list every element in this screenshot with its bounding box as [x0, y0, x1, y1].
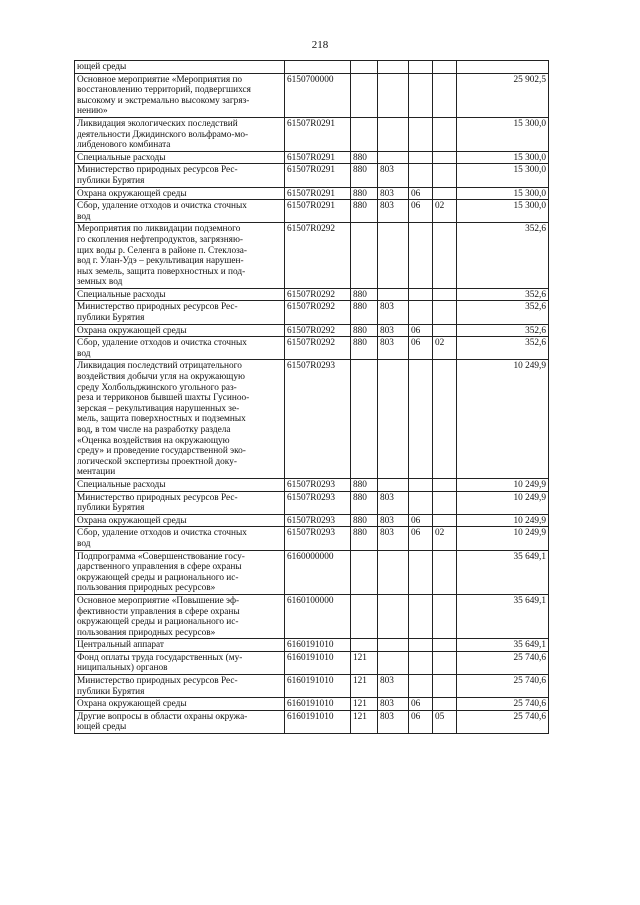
table-row: [75, 478, 549, 491]
subsection-cell: [433, 117, 457, 151]
section-cell: [409, 301, 433, 324]
subsection-cell: [433, 288, 457, 301]
ministry-code-cell: [378, 151, 409, 164]
expense-type-cell: [351, 117, 378, 151]
subsection-cell: [433, 698, 457, 711]
section-cell: [409, 639, 433, 652]
amount-cell: 35 649,1: [457, 550, 549, 594]
expense-type-cell: [351, 73, 378, 117]
item-name-cell: Министерство природных ресурсов Рес- публики Бурятия: [75, 301, 285, 324]
target-code-cell: 61507R0291: [285, 200, 351, 223]
target-code-cell: 61507R0292: [285, 288, 351, 301]
expense-type-cell: 121: [351, 698, 378, 711]
target-code-cell: 61507R0293: [285, 478, 351, 491]
table-row: [75, 73, 549, 117]
ministry-code-cell: 803: [378, 164, 409, 187]
subsection-cell: [433, 301, 457, 324]
amount-cell: 10 249,9: [457, 491, 549, 514]
expense-type-cell: [351, 61, 378, 74]
amount-cell: 352,6: [457, 324, 549, 337]
table-row: [75, 288, 549, 301]
subsection-cell: [433, 514, 457, 527]
subsection-cell: [433, 651, 457, 674]
amount-cell: 352,6: [457, 288, 549, 301]
target-code-cell: 61507R0293: [285, 360, 351, 479]
expense-type-cell: 880: [351, 514, 378, 527]
section-cell: [409, 651, 433, 674]
section-cell: [409, 288, 433, 301]
target-code-cell: 61507R0292: [285, 324, 351, 337]
subsection-cell: [433, 491, 457, 514]
amount-cell: 10 249,9: [457, 478, 549, 491]
target-code-cell: 61507R0293: [285, 514, 351, 527]
target-code-cell: [285, 61, 351, 74]
amount-cell: 352,6: [457, 301, 549, 324]
item-name-cell: Ликвидация экологических последствий деятельности Джидинского вольфрамо-мо- либденового комбината: [75, 117, 285, 151]
amount-cell: 25 902,5: [457, 73, 549, 117]
target-code-cell: 61507R0293: [285, 491, 351, 514]
section-cell: [409, 223, 433, 289]
expense-type-cell: 121: [351, 675, 378, 698]
expense-type-cell: [351, 550, 378, 594]
ministry-code-cell: 803: [378, 527, 409, 550]
section-cell: 06: [409, 324, 433, 337]
item-name-cell: Охрана окружающей среды: [75, 324, 285, 337]
table-row: [75, 200, 549, 223]
expense-type-cell: [351, 360, 378, 479]
section-cell: [409, 151, 433, 164]
expense-type-cell: 121: [351, 651, 378, 674]
subsection-cell: [433, 639, 457, 652]
ministry-code-cell: 803: [378, 491, 409, 514]
item-name-cell: Охрана окружающей среды: [75, 187, 285, 200]
section-cell: [409, 594, 433, 638]
table-row: [75, 514, 549, 527]
table-row: [75, 698, 549, 711]
ministry-code-cell: 803: [378, 301, 409, 324]
section-cell: 06: [409, 710, 433, 733]
target-code-cell: 6150700000: [285, 73, 351, 117]
target-code-cell: 61507R0292: [285, 337, 351, 360]
ministry-code-cell: [378, 478, 409, 491]
amount-cell: 10 249,9: [457, 360, 549, 479]
subsection-cell: [433, 164, 457, 187]
item-name-cell: Министерство природных ресурсов Рес- публики Бурятия: [75, 491, 285, 514]
item-name-cell: Подпрограмма «Совершенствование госу- дарственного управления в сфере охраны окружающей среды и рационального ис- пользования природных ресурсов»: [75, 550, 285, 594]
target-code-cell: 61507R0292: [285, 301, 351, 324]
ministry-code-cell: 803: [378, 200, 409, 223]
section-cell: [409, 478, 433, 491]
item-name-cell: Специальные расходы: [75, 151, 285, 164]
subsection-cell: 02: [433, 527, 457, 550]
table-row: [75, 710, 549, 733]
ministry-code-cell: [378, 651, 409, 674]
section-cell: 06: [409, 698, 433, 711]
ministry-code-cell: [378, 288, 409, 301]
target-code-cell: 6160191010: [285, 675, 351, 698]
target-code-cell: 61507R0293: [285, 527, 351, 550]
table-row: [75, 651, 549, 674]
table-row: [75, 491, 549, 514]
item-name-cell: ющей среды: [75, 61, 285, 74]
amount-cell: 25 740,6: [457, 651, 549, 674]
amount-cell: [457, 61, 549, 74]
expense-type-cell: 880: [351, 301, 378, 324]
subsection-cell: 02: [433, 337, 457, 360]
target-code-cell: 6160191010: [285, 639, 351, 652]
table-row: [75, 151, 549, 164]
section-cell: [409, 491, 433, 514]
target-code-cell: 61507R0291: [285, 164, 351, 187]
ministry-code-cell: [378, 117, 409, 151]
ministry-code-cell: 803: [378, 698, 409, 711]
ministry-code-cell: [378, 550, 409, 594]
section-cell: 06: [409, 337, 433, 360]
ministry-code-cell: 803: [378, 337, 409, 360]
expense-type-cell: 880: [351, 324, 378, 337]
table-row: [75, 639, 549, 652]
section-cell: [409, 61, 433, 74]
expense-type-cell: 880: [351, 200, 378, 223]
subsection-cell: [433, 324, 457, 337]
section-cell: [409, 360, 433, 479]
amount-cell: 25 740,6: [457, 698, 549, 711]
item-name-cell: Основное мероприятие «Повышение эф- фективности управления в сфере охраны окружающей среды и рационального ис- пользования природных ресурсов»: [75, 594, 285, 638]
table-row: [75, 324, 549, 337]
table-row: [75, 337, 549, 360]
table-row: [75, 301, 549, 324]
ministry-code-cell: [378, 223, 409, 289]
target-code-cell: 61507R0291: [285, 151, 351, 164]
item-name-cell: Специальные расходы: [75, 478, 285, 491]
table-row: [75, 675, 549, 698]
target-code-cell: 61507R0291: [285, 187, 351, 200]
amount-cell: 352,6: [457, 223, 549, 289]
amount-cell: 25 740,6: [457, 675, 549, 698]
item-name-cell: Фонд оплаты труда государственных (му- ниципальных) органов: [75, 651, 285, 674]
ministry-code-cell: 803: [378, 187, 409, 200]
subsection-cell: [433, 550, 457, 594]
item-name-cell: Сбор, удаление отходов и очистка сточных вод: [75, 337, 285, 360]
amount-cell: 352,6: [457, 337, 549, 360]
item-name-cell: Мероприятия по ликвидации подземного го скопления нефтепродуктов, загрязняю- щих воды р. Селенга в районе п. Стеклоза- вод г. Улан-Удэ – рекультивация нарушен- ных земель, защита поверхностных и под- земных вод: [75, 223, 285, 289]
table-row: [75, 187, 549, 200]
target-code-cell: 6160100000: [285, 594, 351, 638]
section-cell: 06: [409, 514, 433, 527]
subsection-cell: 05: [433, 710, 457, 733]
table-row: [75, 550, 549, 594]
page-number: 218: [311, 39, 329, 51]
ministry-code-cell: 803: [378, 324, 409, 337]
amount-cell: 15 300,0: [457, 164, 549, 187]
table-row: [75, 360, 549, 479]
table-row: [75, 527, 549, 550]
subsection-cell: [433, 594, 457, 638]
target-code-cell: 6160191010: [285, 651, 351, 674]
section-cell: 06: [409, 187, 433, 200]
target-code-cell: 61507R0292: [285, 223, 351, 289]
table-row: [75, 223, 549, 289]
ministry-code-cell: [378, 360, 409, 479]
expense-type-cell: 880: [351, 491, 378, 514]
amount-cell: 35 649,1: [457, 639, 549, 652]
table-row: [75, 117, 549, 151]
target-code-cell: 6160191010: [285, 710, 351, 733]
item-name-cell: Охрана окружающей среды: [75, 514, 285, 527]
ministry-code-cell: [378, 73, 409, 117]
amount-cell: 15 300,0: [457, 151, 549, 164]
expense-type-cell: 880: [351, 337, 378, 360]
ministry-code-cell: [378, 639, 409, 652]
subsection-cell: [433, 675, 457, 698]
amount-cell: 15 300,0: [457, 117, 549, 151]
item-name-cell: Основное мероприятие «Мероприятия по восстановлению территорий, подвергшихся высокому и экстремально высокому загряз- нению»: [75, 73, 285, 117]
item-name-cell: Сбор, удаление отходов и очистка сточных вод: [75, 527, 285, 550]
expense-type-cell: 121: [351, 710, 378, 733]
target-code-cell: 6160191010: [285, 698, 351, 711]
expense-type-cell: 880: [351, 164, 378, 187]
amount-cell: 10 249,9: [457, 514, 549, 527]
amount-cell: 25 740,6: [457, 710, 549, 733]
ministry-code-cell: 803: [378, 514, 409, 527]
item-name-cell: Другие вопросы в области охраны окружа- ющей среды: [75, 710, 285, 733]
item-name-cell: Сбор, удаление отходов и очистка сточных вод: [75, 200, 285, 223]
budget-table: [74, 60, 549, 734]
budget-table-body: [75, 61, 549, 734]
subsection-cell: [433, 151, 457, 164]
item-name-cell: Охрана окружающей среды: [75, 698, 285, 711]
item-name-cell: Ликвидация последствий отрицательного воздействия добычи угля на окружающую среду Холбольджинского угольного раз- реза и терриконов бывшей шахты Гусиноо- зерская – рекультивация нарушенных зе- мель, защита поверхностных и подземных вод, в том числе на разработку раздела «Оценка воздействия на окружающую среду» и проведение государственной эко- логической экспертизы проектной доку- ментации: [75, 360, 285, 479]
section-cell: 06: [409, 527, 433, 550]
subsection-cell: [433, 61, 457, 74]
subsection-cell: [433, 360, 457, 479]
table-row: [75, 594, 549, 638]
section-cell: 06: [409, 200, 433, 223]
section-cell: [409, 73, 433, 117]
section-cell: [409, 675, 433, 698]
table-row: [75, 61, 549, 74]
expense-type-cell: 880: [351, 187, 378, 200]
item-name-cell: Центральный аппарат: [75, 639, 285, 652]
subsection-cell: [433, 223, 457, 289]
target-code-cell: 61507R0291: [285, 117, 351, 151]
expense-type-cell: 880: [351, 288, 378, 301]
item-name-cell: Министерство природных ресурсов Рес- публики Бурятия: [75, 675, 285, 698]
section-cell: [409, 164, 433, 187]
table-row: [75, 164, 549, 187]
subsection-cell: [433, 187, 457, 200]
subsection-cell: [433, 478, 457, 491]
section-cell: [409, 550, 433, 594]
amount-cell: 15 300,0: [457, 200, 549, 223]
amount-cell: 35 649,1: [457, 594, 549, 638]
expense-type-cell: [351, 223, 378, 289]
expense-type-cell: [351, 639, 378, 652]
amount-cell: 15 300,0: [457, 187, 549, 200]
expense-type-cell: 880: [351, 478, 378, 491]
ministry-code-cell: 803: [378, 710, 409, 733]
item-name-cell: Министерство природных ресурсов Рес- публики Бурятия: [75, 164, 285, 187]
amount-cell: 10 249,9: [457, 527, 549, 550]
ministry-code-cell: 803: [378, 675, 409, 698]
ministry-code-cell: [378, 594, 409, 638]
expense-type-cell: [351, 594, 378, 638]
section-cell: [409, 117, 433, 151]
expense-type-cell: 880: [351, 151, 378, 164]
subsection-cell: [433, 73, 457, 117]
subsection-cell: 02: [433, 200, 457, 223]
target-code-cell: 6160000000: [285, 550, 351, 594]
ministry-code-cell: [378, 61, 409, 74]
expense-type-cell: 880: [351, 527, 378, 550]
item-name-cell: Специальные расходы: [75, 288, 285, 301]
